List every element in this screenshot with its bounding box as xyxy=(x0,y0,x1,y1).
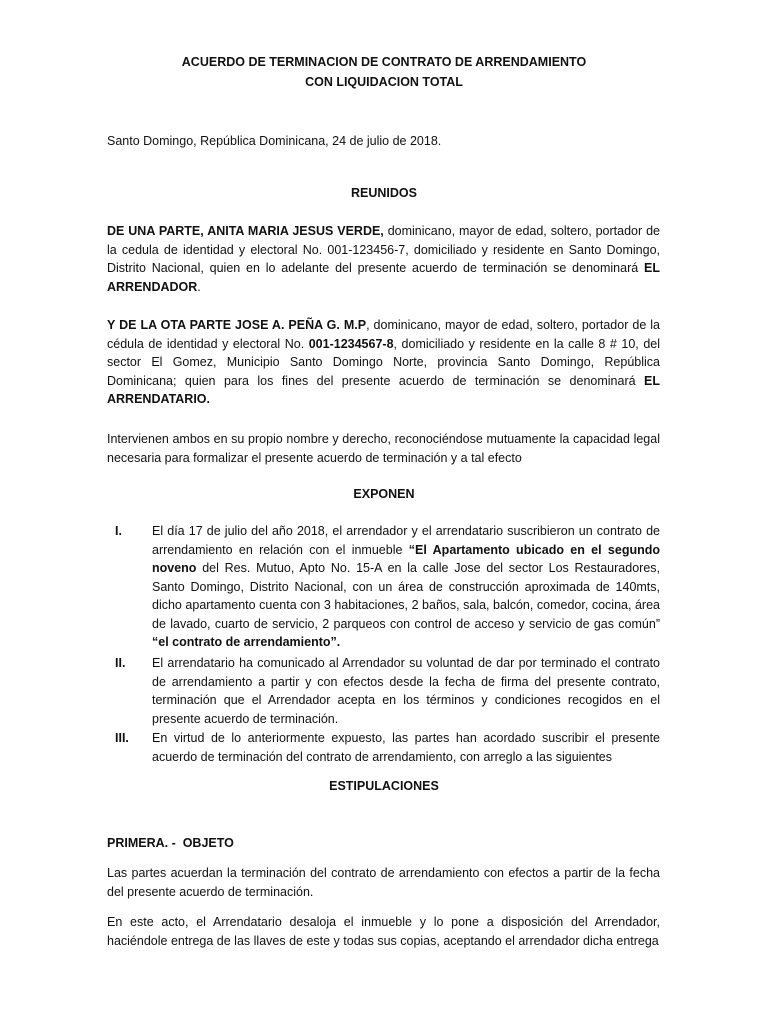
party-2-id: 001-1234567-8 xyxy=(308,336,394,351)
clause-1-paragraph-1: Las partes acuerdan la terminación del contrato de arrendamiento con efectos a partir de la fecha del presente acuerdo de terminación. xyxy=(107,866,660,899)
party-1-paragraph xyxy=(107,222,660,296)
item-text-bold: “El Apartamento ubicado en el segundo noveno xyxy=(152,542,660,575)
party-1-end: . xyxy=(197,279,201,294)
place-date: Santo Domingo, República Dominicana, 24 de julio de 2018. xyxy=(107,134,442,148)
document-title-line-2: CON LIQUIDACION TOTAL xyxy=(305,75,463,89)
item-text xyxy=(152,522,660,652)
party-1-body: dominicano, mayor de edad, soltero, portador de la cedula de identidad y electoral No. 001-123456-7, domiciliado y residente en Santo Domingo, Distrito Nacional, quien en lo adelante del presente acuerdo de terminación se denominará xyxy=(107,224,660,275)
item-number: III. xyxy=(115,731,129,745)
heading-reunidos: REUNIDOS xyxy=(351,186,417,200)
party-1-name: DE UNA PARTE, ANITA MARIA JESUS VERDE, xyxy=(107,224,384,238)
party-2-paragraph xyxy=(107,316,660,409)
party-2-role: EL ARRENDATARIO. xyxy=(107,373,660,406)
item-text-bold: “el contrato de arrendamiento”. xyxy=(152,635,341,649)
item-text: El arrendatario ha comunicado al Arrendador su voluntad de dar por terminado el contrato de arrendamiento a partir y con efectos desde la fecha de firma del presente contrato, terminación que el Arrendador acepta en los términos y condiciones recogidos en el presente acuerdo de terminación. xyxy=(152,656,660,726)
item-number: II. xyxy=(115,656,126,670)
document-title-line-1: ACUERDO DE TERMINACION DE CONTRATO DE ARRENDAMIENTO xyxy=(181,55,587,69)
item-number: I. xyxy=(115,524,122,538)
intervienen-paragraph: Intervienen ambos en su propio nombre y derecho, reconociéndose mutuamente la capacidad legal necesaria para formalizar el presente acuerdo de terminación y a tal efecto xyxy=(107,432,660,465)
clause-1-title: PRIMERA. - OBJETO xyxy=(107,836,234,850)
party-1-role: EL ARRENDADOR xyxy=(107,261,660,294)
item-text-part: El día 17 de julio del año 2018, el arrendador y el arrendatario suscribieron un contrato de arrendamiento en relación con el inmueble xyxy=(152,524,660,557)
clause-1-paragraph-2: En este acto, el Arrendatario desaloja el inmueble y lo pone a disposición del Arrendador, haciéndole entrega de las llaves de este y todas sus copias, aceptando el arrendador dicha entrega xyxy=(107,915,660,948)
item-text: En virtud de lo anteriormente expuesto, las partes han acordado suscribir el presente acuerdo de terminación del contrato de arrendamiento, con arreglo a las siguientes xyxy=(152,731,660,764)
heading-estipulaciones: ESTIPULACIONES xyxy=(329,779,439,793)
party-2-body-2: , domiciliado y residente en la calle 8 # 10, del sector El Gomez, Municipio Santo Domingo Norte, provincia Santo Domingo, República Dominicana; quien para los fines del presente acuerdo de terminación se denominará xyxy=(107,336,660,388)
party-2-name: Y DE LA OTA PARTE JOSE A. PEÑA G. M.P xyxy=(107,318,367,332)
item-text-part: del Res. Mutuo, Apto No. 15-A en la calle Jose del sector Los Restauradores, Santo Domingo, Distrito Nacional, con un área de construcción aproximada de 140mts, dicho apartamento cuenta con 3 habitaciones, 2 baños, sala, balcón, comedor, cocina, área de lavado, cuarto de servicio, 2 parqueos con control de acceso y servicio de gas común” xyxy=(152,561,660,631)
party-2-body-1: , dominicano, mayor de edad, soltero, portador de la cédula de identidad y electoral No. xyxy=(107,318,660,351)
heading-exponen: EXPONEN xyxy=(353,487,415,501)
